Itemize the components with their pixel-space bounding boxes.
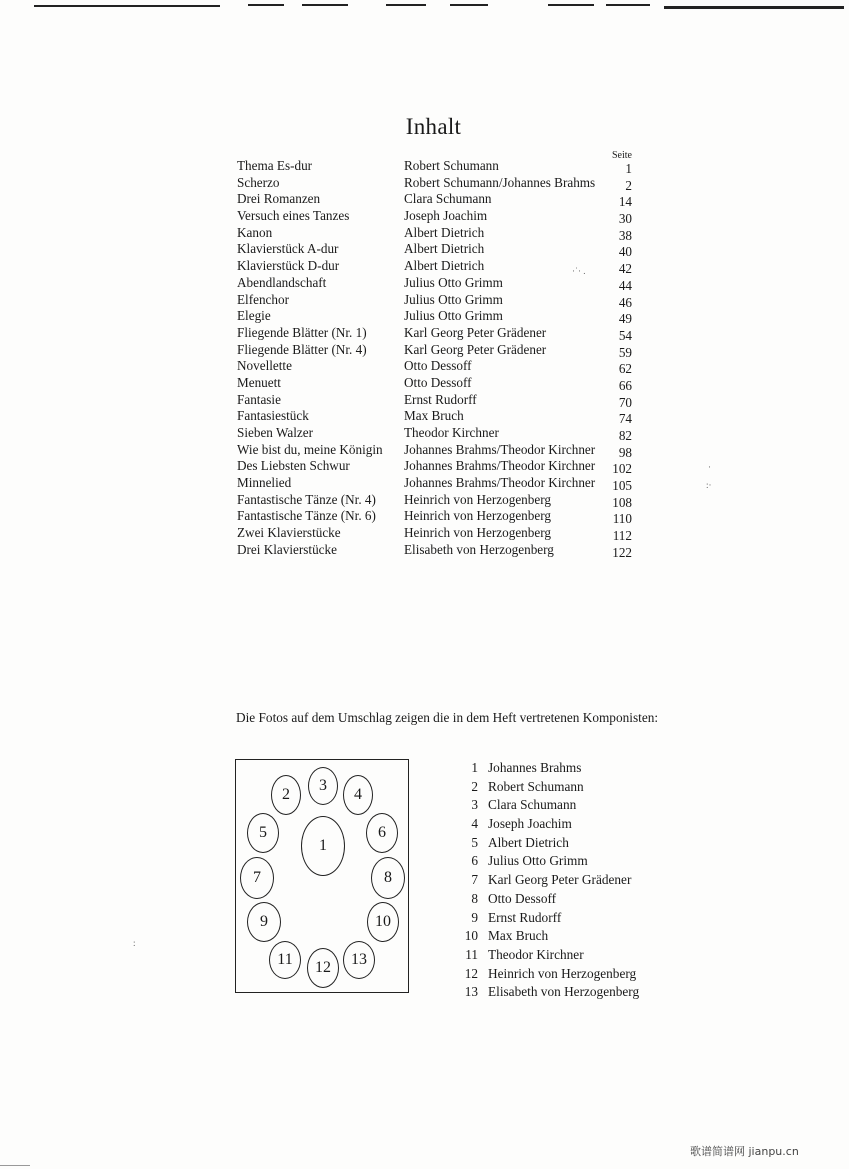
toc-title: Elfenchor <box>237 291 289 307</box>
photo-oval: 13 <box>343 941 375 979</box>
toc-title: Kanon <box>237 224 273 240</box>
toc-title: Sieben Walzer <box>237 425 313 440</box>
toc-row <box>237 241 637 258</box>
toc-row <box>237 208 637 225</box>
toc-composer: Julius Otto Grimm <box>404 308 503 324</box>
bottom-rule <box>0 1165 30 1166</box>
legend-name: Theodor Kirchner <box>488 946 584 962</box>
toc-page: 112 <box>612 528 632 544</box>
photo-oval: 11 <box>269 941 301 979</box>
legend-name: Clara Schumann <box>488 797 577 813</box>
toc-row <box>237 475 637 492</box>
toc-page: 82 <box>618 428 632 443</box>
legend-number: 2 <box>471 778 478 794</box>
scan-speck: ·˙· . <box>572 266 586 276</box>
toc-row <box>237 158 637 175</box>
photo-oval: 12 <box>307 948 339 988</box>
toc-composer: Johannes Brahms/Theodor Kirchner <box>404 441 596 457</box>
toc-composer: Theodor Kirchner <box>404 425 499 440</box>
toc-composer: Albert Dietrich <box>404 258 485 274</box>
toc-composer: Clara Schumann <box>404 191 492 207</box>
toc-row <box>237 408 637 425</box>
toc-title: Scherzo <box>237 174 280 190</box>
toc-title: Elegie <box>237 308 271 324</box>
legend-name: Otto Dessoff <box>488 890 557 906</box>
legend-name: Joseph Joachim <box>488 816 572 832</box>
toc-page: 122 <box>612 544 632 560</box>
toc-composer: Heinrich von Herzogenberg <box>404 508 551 524</box>
toc-title: Des Liebsten Schwur <box>237 458 350 474</box>
toc-page: 110 <box>612 511 632 527</box>
legend-name: Albert Dietrich <box>488 834 569 850</box>
toc-composer: Robert Schumann/Johannes Brahms <box>404 174 596 190</box>
toc-composer: Max Bruch <box>404 408 464 424</box>
toc-title: Abendlandschaft <box>237 274 327 290</box>
photo-oval: 7 <box>240 857 274 899</box>
legend-number: 8 <box>471 890 478 906</box>
photo-oval: 10 <box>367 902 399 942</box>
toc-page: 14 <box>618 194 632 210</box>
toc-row <box>237 492 637 509</box>
watermark: 歌谱简谱网 jianpu.cn <box>690 1145 799 1158</box>
toc-row <box>237 175 637 192</box>
toc-composer: Ernst Rudorff <box>404 391 477 407</box>
toc-row <box>237 308 637 325</box>
toc-page: 102 <box>612 461 632 477</box>
toc-row <box>237 225 637 242</box>
toc-page: 38 <box>618 227 632 243</box>
toc-row <box>237 292 637 309</box>
legend-name: Max Bruch <box>488 928 549 944</box>
scan-speck: : <box>133 938 136 948</box>
toc-page: 1 <box>625 161 632 176</box>
top-rule <box>0 4 849 10</box>
toc-page: 66 <box>618 377 632 393</box>
toc-row <box>237 425 637 442</box>
photo-oval: 9 <box>247 902 281 942</box>
toc-row <box>237 458 637 475</box>
legend-number: 10 <box>464 928 478 944</box>
toc-composer: Albert Dietrich <box>404 224 485 240</box>
toc-page: 30 <box>618 211 632 227</box>
legend-name: Julius Otto Grimm <box>488 853 588 869</box>
cover-photo-diagram <box>235 759 409 993</box>
legend-name: Heinrich von Herzogenberg <box>488 965 637 981</box>
page-title: Inhalt <box>405 114 462 139</box>
photo-oval: 4 <box>343 775 373 815</box>
legend-name: Johannes Brahms <box>488 760 582 775</box>
legend-name: Ernst Rudorff <box>488 909 562 925</box>
toc-row <box>237 325 637 342</box>
toc-composer: Heinrich von Herzogenberg <box>404 525 551 541</box>
toc-title: Fantasie <box>237 391 281 407</box>
toc-page: 46 <box>618 294 632 310</box>
toc-composer: Otto Dessoff <box>404 358 472 374</box>
toc-title: Versuch eines Tanzes <box>237 208 350 224</box>
toc-title: Novellette <box>237 358 292 374</box>
photo-oval: 3 <box>308 767 338 805</box>
toc-title: Drei Klavierstücke <box>237 541 337 557</box>
toc-page: 70 <box>618 394 632 410</box>
photo-oval: 2 <box>271 775 301 815</box>
toc-composer: Julius Otto Grimm <box>404 291 503 307</box>
toc-page: 44 <box>618 277 632 293</box>
legend-number: 7 <box>471 872 478 888</box>
toc-page: 42 <box>618 261 632 277</box>
legend-name: Robert Schumann <box>488 778 584 794</box>
toc-page: 2 <box>625 177 632 193</box>
photo-oval: 6 <box>366 813 398 853</box>
toc-row <box>237 508 637 525</box>
photo-oval: 1 <box>301 816 345 876</box>
toc-composer: Heinrich von Herzogenberg <box>404 491 551 507</box>
photo-oval: 5 <box>247 813 279 853</box>
legend-number: 3 <box>471 797 478 813</box>
legend-number: 6 <box>471 853 478 869</box>
toc-row <box>237 342 637 359</box>
toc-page: 54 <box>618 327 632 343</box>
table-of-contents <box>237 158 637 559</box>
toc-composer: Johannes Brahms/Theodor Kirchner <box>404 458 596 474</box>
toc-composer: Elisabeth von Herzogenberg <box>404 541 554 557</box>
toc-page: 49 <box>618 311 632 327</box>
toc-title: Fliegende Blätter (Nr. 4) <box>237 341 367 357</box>
legend-number: 11 <box>465 946 478 962</box>
toc-title: Zwei Klavierstücke <box>237 525 341 541</box>
scan-speck: · <box>708 462 711 472</box>
toc-title: Fantastische Tänze (Nr. 4) <box>237 491 376 507</box>
toc-composer: Karl Georg Peter Grädener <box>404 341 547 357</box>
legend-name: Elisabeth von Herzogenberg <box>488 984 640 1000</box>
toc-title: Wie bist du, meine Königin <box>237 441 383 457</box>
legend-number: 1 <box>471 760 478 775</box>
legend-number: 5 <box>471 834 478 850</box>
toc-page: 40 <box>618 244 632 260</box>
legend-name: Karl Georg Peter Grädener <box>488 872 632 888</box>
toc-row <box>237 191 637 208</box>
page-column-header: Seite <box>612 150 632 161</box>
toc-row <box>237 542 637 559</box>
toc-page: 105 <box>612 478 632 494</box>
toc-title: Menuett <box>237 374 281 390</box>
legend-number: 13 <box>464 984 478 1000</box>
toc-composer: Julius Otto Grimm <box>404 274 503 290</box>
toc-title: Fantasiestück <box>237 408 309 424</box>
scan-speck: :· <box>706 480 712 490</box>
toc-composer: Otto Dessoff <box>404 374 472 390</box>
toc-row <box>237 442 637 459</box>
toc-title: Klavierstück A-dur <box>237 241 339 257</box>
toc-composer: Joseph Joachim <box>404 208 488 224</box>
toc-title: Fliegende Blätter (Nr. 1) <box>237 324 367 340</box>
photo-caption: Die Fotos auf dem Umschlag zeigen die in dem Heft vertretenen Komponisten: <box>236 710 659 725</box>
toc-page: 74 <box>618 411 632 427</box>
toc-row <box>237 525 637 542</box>
toc-page: 62 <box>618 361 632 377</box>
toc-page: 59 <box>618 344 632 360</box>
toc-composer: Karl Georg Peter Grädener <box>404 324 547 340</box>
toc-composer: Robert Schumann <box>404 158 499 173</box>
toc-row <box>237 392 637 409</box>
toc-title: Klavierstück D-dur <box>237 258 340 274</box>
toc-title: Minnelied <box>237 475 292 491</box>
photo-oval: 8 <box>371 857 405 899</box>
toc-row <box>237 275 637 292</box>
toc-page: 108 <box>612 494 632 510</box>
toc-title: Fantastische Tänze (Nr. 6) <box>237 508 376 524</box>
toc-composer: Johannes Brahms/Theodor Kirchner <box>404 475 596 491</box>
toc-page: 98 <box>618 444 632 460</box>
legend-number: 12 <box>464 965 478 981</box>
toc-row <box>237 358 637 375</box>
legend-number: 4 <box>471 816 478 832</box>
toc-composer: Albert Dietrich <box>404 241 485 257</box>
toc-title: Drei Romanzen <box>237 191 321 207</box>
toc-row <box>237 375 637 392</box>
toc-title: Thema Es-dur <box>237 158 313 173</box>
legend-number: 9 <box>471 909 478 925</box>
